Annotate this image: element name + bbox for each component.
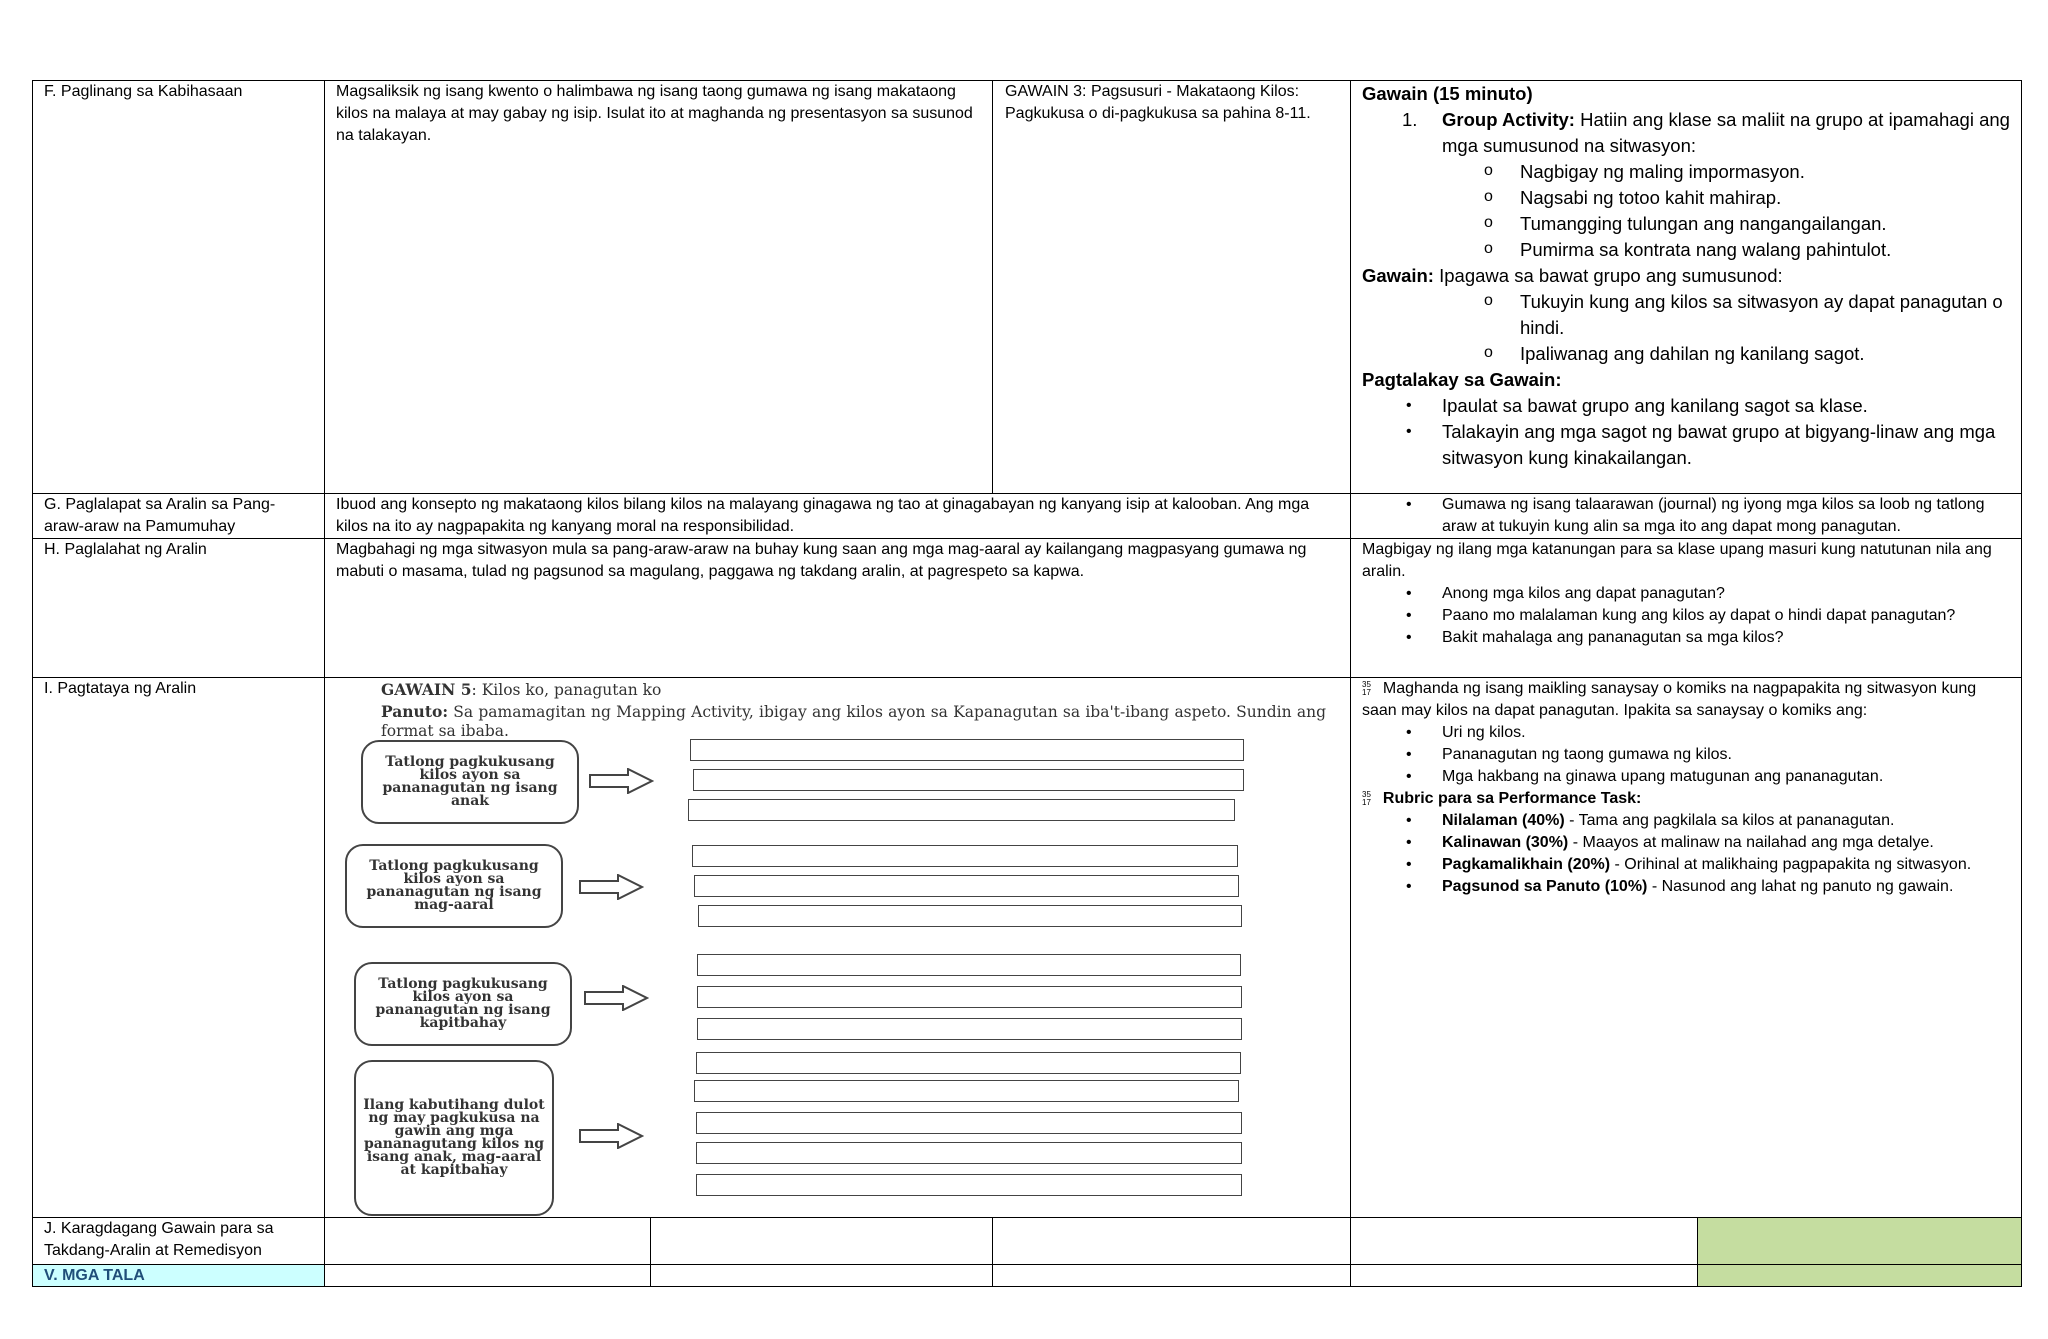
performance-intro: Maghanda ng isang maikling sanaysay o komiks na nagpapakita ng sitwasyon kung saan may kilos na dapat panagutan. Ipakita sa sanaysay o komiks ang: bbox=[1362, 680, 1977, 719]
answer-line bbox=[697, 1018, 1242, 1040]
row-g-col4-list bbox=[1362, 494, 2012, 538]
rubric-item bbox=[1442, 832, 2014, 854]
page-marker: 35 17 bbox=[1362, 679, 1371, 697]
worksheet-instr-label: Panuto: bbox=[381, 702, 449, 721]
situation-item: o Pumirma sa kontrata nang walang pahintulot. bbox=[1520, 237, 2012, 263]
question-item: • Bakit mahalaga ang pananagutan sa mga kilos? bbox=[1442, 627, 2014, 649]
group-activity-item bbox=[1362, 107, 2012, 159]
row-h-col2: Magbahagi ng mga sitwasyon mula sa pang-araw-araw na buhay kung saan ang mga mag-aaral ay kailangang magpasyang gumawa ng mabuti o masama, tulad ng pagsunod sa magulang, paggawa ng takdang aralin, at pagrespeto sa kapwa. bbox=[336, 541, 1307, 580]
gawain2-line bbox=[1362, 263, 2012, 289]
answer-line bbox=[692, 845, 1238, 867]
question-list bbox=[1362, 583, 2014, 649]
rubric-label: Nilalaman (40%) bbox=[1442, 812, 1565, 829]
answer-line bbox=[696, 1142, 1242, 1164]
rubric-item bbox=[1442, 876, 2014, 898]
answer-line bbox=[690, 739, 1244, 761]
row-f-col4 bbox=[1362, 81, 2012, 471]
concept-box-kabutihan: Ilang kabutihang dulot ng may pagkukusa na gawin ang mga pananagutang kilos ng isang anak, mag-aaral at kapitbahay bbox=[354, 1060, 554, 1216]
rubric-item bbox=[1442, 810, 2014, 832]
rubric-list bbox=[1362, 810, 2014, 898]
pagtalakay-list bbox=[1362, 393, 2012, 471]
answer-line bbox=[694, 1080, 1239, 1102]
row-g-label: G. Paglalapat sa Aralin sa Pang-araw-araw na Pamumuhay bbox=[44, 496, 276, 535]
green-cell-v bbox=[1698, 1265, 2021, 1286]
rubric-item bbox=[1442, 854, 2014, 876]
worksheet-title-rest: : Kilos ko, panagutan ko bbox=[471, 681, 662, 699]
performance-item: • Mga hakbang na ginawa upang matugunan ang pananagutan. bbox=[1442, 766, 2014, 788]
gawain-heading: Gawain (15 minuto) bbox=[1362, 83, 1533, 104]
task-list bbox=[1362, 289, 2012, 367]
rubric-desc: - Tama ang pagkilala sa kilos at pananagutan. bbox=[1564, 812, 1895, 829]
worksheet-instr-text: Sa pamamagitan ng Mapping Activity, ibigay ang kilos ayon sa Kapanagutan sa iba't-ibang aspeto. Sundin ang format sa ibaba. bbox=[381, 703, 1326, 740]
rubric-desc: - Orihinal at malikhaing pagpapakita ng sitwasyon. bbox=[1610, 856, 1972, 873]
situation-item: o Nagbigay ng maling impormasyon. bbox=[1520, 159, 2012, 185]
answer-line bbox=[698, 905, 1242, 927]
situation-list bbox=[1362, 159, 2012, 263]
answer-line bbox=[693, 769, 1244, 791]
worksheet-image bbox=[333, 680, 1333, 1215]
row-f-col2: Magsaliksik ng isang kwento o halimbawa ng isang taong gumawa ng isang makataong kilos na malaya at may gabay ng isip. Isulat ito at maghanda ng presentasyon sa susunod na talakayan. bbox=[336, 83, 973, 144]
rubric-label: Pagkamalikhain (20%) bbox=[1442, 856, 1611, 873]
question-item: • Anong mga kilos ang dapat panagutan? bbox=[1442, 583, 2014, 605]
question-item: • Paano mo malalaman kung ang kilos ay dapat o hindi dapat panagutan? bbox=[1442, 605, 2014, 627]
row-h-col4 bbox=[1362, 539, 2014, 649]
situation-item: o Tumangging tulungan ang nangangailangan. bbox=[1520, 211, 2012, 237]
task-item: o Ipaliwanag ang dahilan ng kanilang sagot. bbox=[1520, 341, 2012, 367]
performance-intro-line bbox=[1362, 678, 2014, 722]
concept-box-kapitbahay: Tatlong pagkukusang kilos ayon sa pananagutan ng isang kapitbahay bbox=[354, 962, 572, 1046]
answer-line bbox=[696, 1174, 1242, 1196]
row-i-label: I. Pagtataya ng Aralin bbox=[44, 680, 197, 697]
row-i-col4 bbox=[1362, 678, 2014, 898]
item-number: 1. bbox=[1402, 109, 1418, 130]
answer-line bbox=[697, 954, 1241, 976]
situation-item: o Nagsabi ng totoo kahit mahirap. bbox=[1520, 185, 2012, 211]
arrow-icon bbox=[583, 985, 649, 1011]
rubric-desc: - Maayos at malinaw na nailahad ang mga detalye. bbox=[1568, 834, 1934, 851]
rubric-label: Kalinawan (30%) bbox=[1442, 834, 1569, 851]
row-f-col3: GAWAIN 3: Pagsusuri - Makataong Kilos: Pagkukusa o di-pagkukusa sa pahina 8-11. bbox=[1005, 83, 1311, 122]
answer-line bbox=[696, 1052, 1241, 1074]
rubric-heading: Rubric para sa Performance Task: bbox=[1382, 790, 1642, 807]
performance-item: • Uri ng kilos. bbox=[1442, 722, 2014, 744]
task-item: o Tukuyin kung ang kilos sa sitwasyon ay dapat panagutan o hindi. bbox=[1520, 289, 2012, 341]
row-h-label: H. Paglalahat ng Aralin bbox=[44, 541, 207, 558]
answer-line bbox=[694, 875, 1239, 897]
performance-items bbox=[1362, 722, 2014, 788]
performance-item: • Pananagutan ng taong gumawa ng kilos. bbox=[1442, 744, 2014, 766]
rubric-desc: - Nasunod ang lahat ng panuto ng gawain. bbox=[1647, 878, 1954, 895]
arrow-icon bbox=[588, 768, 654, 794]
answer-line bbox=[697, 986, 1242, 1008]
row-v-label: V. MGA TALA bbox=[44, 1267, 145, 1284]
row-f-label: F. Paglinang sa Kabihasaan bbox=[44, 83, 243, 100]
row-g-col2: Ibuod ang konsepto ng makataong kilos bilang kilos na malayang ginagawa ng tao at ginagabayan ng kanyang isip at kalooban. Ang mga kilos na ito ay nagpapakita ng kanyang moral na responsibilidad. bbox=[336, 496, 1310, 535]
answer-line bbox=[696, 1112, 1242, 1134]
rubric-label: Pagsunod sa Panuto (10%) bbox=[1442, 878, 1648, 895]
arrow-icon bbox=[578, 874, 644, 900]
arrow-icon bbox=[578, 1123, 644, 1149]
gawain2-label: Gawain: bbox=[1362, 265, 1434, 286]
group-activity-text: Hatiin ang klase sa maliit na grupo at ipamahagi ang mga sumusunod na sitwasyon: bbox=[1442, 109, 2010, 156]
gawain2-text: Ipagawa sa bawat grupo ang sumusunod: bbox=[1433, 265, 1783, 286]
pagtalakay-item: • Talakayin ang mga sagot ng bawat grupo at bigyang-linaw ang mga sitwasyon kung kinakailangan. bbox=[1442, 419, 2012, 471]
assessment-intro: Magbigay ng ilang mga katanungan para sa klase upang masuri kung natutunan nila ang aralin. bbox=[1362, 541, 1992, 580]
worksheet-instructions bbox=[381, 702, 1326, 741]
concept-box-anak: Tatlong pagkukusang kilos ayon sa pananagutan ng isang anak bbox=[361, 740, 579, 824]
pagtalakay-heading: Pagtalakay sa Gawain: bbox=[1362, 369, 1562, 390]
group-activity-label: Group Activity: bbox=[1442, 109, 1575, 130]
journal-item: • Gumawa ng isang talaarawan (journal) ng iyong mga kilos sa loob ng tatlong araw at tukuyin kung alin sa mga ito ang dapat mong panagutan. bbox=[1442, 494, 2012, 538]
row-j-label: J. Karagdagang Gawain para sa Takdang-Aralin at Remedisyon bbox=[44, 1220, 274, 1259]
worksheet-title-bold: GAWAIN 5 bbox=[381, 680, 472, 699]
answer-line bbox=[688, 799, 1235, 821]
worksheet-title bbox=[381, 680, 661, 699]
pagtalakay-item: • Ipaulat sa bawat grupo ang kanilang sagot sa klase. bbox=[1442, 393, 2012, 419]
page-marker: 35 17 bbox=[1362, 789, 1371, 807]
rubric-heading-line bbox=[1362, 788, 2014, 810]
green-cell-j bbox=[1698, 1218, 2021, 1264]
concept-box-mag-aaral: Tatlong pagkukusang kilos ayon sa pananagutan ng isang mag-aaral bbox=[345, 844, 563, 928]
